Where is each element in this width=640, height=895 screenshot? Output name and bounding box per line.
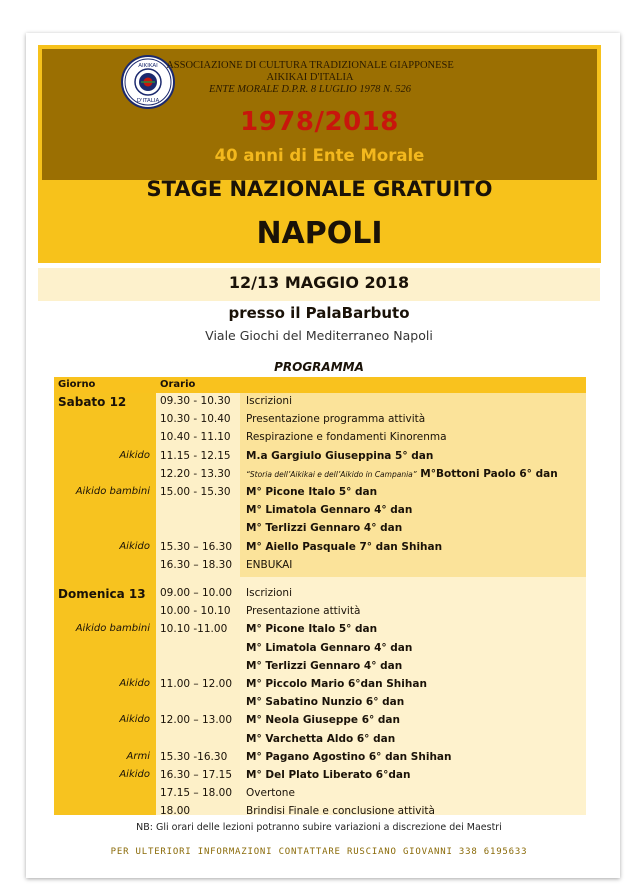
sun-row-tag: Armi [126,750,150,762]
sun-row-activity: M° Picone Italo 5° dan [246,623,378,636]
program-table [54,377,586,818]
header-giorno: Giorno [58,379,96,390]
association-block [160,60,460,96]
sun-row-activity: Iscrizioni [246,587,292,599]
sun-row-activity: Brindisi Finale e conclusione attività [246,805,435,818]
sun-row-time: 11.00 – 12.00 [160,678,233,690]
sun-row-activity: M° Piccolo Mario 6°dan Shihan [246,678,427,690]
anniversary-subtitle: 40 anni di Ente Morale [214,146,425,165]
sat-row-time: 15.30 – 16.30 [160,540,233,553]
sun-row-time: 16.30 – 17.15 [160,769,233,781]
sun-row-time: 09.00 – 10.00 [160,587,233,599]
stage-title: STAGE NAZIONALE GRATUITO [146,177,493,201]
sat-row-activity-note: “Storia dell’Aikikai e dell’Aikido in Campania” [246,469,417,479]
sat-row-activity: M° Aiello Pasquale 7° dan Shihan [246,540,443,553]
contact-info: PER ULTERIORI INFORMAZIONI CONTATTARE RUSCIANO GIOVANNI 338 6195633 [110,847,528,857]
header-orario: Orario [160,379,196,390]
years-title: 1978/2018 [240,107,399,137]
sat-row-time: 10.30 - 10.40 [160,413,231,426]
sat-row-activity: M° Picone Italo 5° dan [246,486,378,498]
sun-row-activity: M° Terlizzi Gennaro 4° dan [246,659,403,672]
day-saturday: Sabato 12 [58,395,127,409]
event-venue: presso il PalaBarbuto [228,304,410,322]
sun-row-time: 12.00 – 13.00 [160,714,233,727]
sat-row-tag: Aikido [119,449,150,461]
sun-row-activity: M° Del Plato Liberato 6°dan [246,769,411,781]
logo-text-top: AIKIKAI [138,63,158,69]
sat-row-activity: Presentazione programma attività [246,413,426,426]
sat-row-time: 11.15 - 12.15 [160,449,231,462]
sat-row-activity: Respirazione e fondamenti Kinorenma [246,431,447,444]
sun-row-activity: Presentazione attività [246,605,361,618]
sun-row-activity: M° Limatola Gennaro 4° dan [246,641,413,654]
sun-row-time: 15.30 -16.30 [160,750,228,763]
assoc-line-3: ENTE MORALE D.P.R. 8 LUGLIO 1978 N. 526 [209,84,411,95]
sat-row-time: 16.30 – 18.30 [160,558,233,571]
table-header-row [54,377,586,393]
event-date: 12/13 MAGGIO 2018 [228,273,410,292]
sun-row-tag: Aikido [119,769,150,780]
sat-row-time: 10.40 - 11.10 [160,431,231,444]
sat-row-activity: M° Terlizzi Gennaro 4° dan [246,522,403,535]
sun-row-time: 10.00 - 10.10 [160,605,231,618]
sun-row-tag: Aikido bambini [75,623,150,635]
sat-row-tag: Aikido [119,540,150,552]
sun-row-time: 18.00 [160,805,191,818]
sun-row-activity: M° Pagano Agostino 6° dan Shihan [246,750,452,763]
sat-row-time: 15.00 - 15.30 [160,486,231,498]
sun-row-tag: Aikido [119,678,150,689]
logo-text-bottom: D'ITALIA [136,98,160,104]
sun-row-activity: M° Varchetta Aldo 6° dan [246,732,396,745]
assoc-line-1: ASSOCIAZIONE DI CULTURA TRADIZIONALE GIAPPONESE [166,60,454,71]
sun-row-time: 10.10 -11.00 [160,623,228,636]
sat-row-activity: M° Limatola Gennaro 4° dan [246,504,413,517]
sat-row-tag: Aikido bambini [75,486,150,497]
program-title: PROGRAMMA [274,360,364,374]
schedule-note: NB: Gli orari delle lezioni potranno subire variazioni a discrezione dei Maestri [136,822,502,833]
sun-row-activity: M° Sabatino Nunzio 6° dan [246,696,405,709]
event-address: Viale Giochi del Mediterraneo Napoli [205,328,433,343]
city-title: NAPOLI [256,216,383,251]
sat-row-time: 09.30 - 10.30 [160,395,231,407]
sat-row-activity: Iscrizioni [246,395,292,407]
sat-row-activity: ENBUKAI [246,558,293,571]
sun-row-tag: Aikido [119,714,150,726]
sat-row-time: 12.20 - 13.30 [160,467,231,480]
sun-row-activity: Overtone [246,787,295,800]
sat-row-activity: “Storia dell’Aikikai e dell’Aikido in Campania” M°Bottoni Paolo 6° dan [246,467,558,480]
day-sunday: Domenica 13 [58,587,146,601]
sun-row-activity: M° Neola Giuseppe 6° dan [246,714,400,727]
sun-row-time: 17.15 – 18.00 [160,787,233,800]
assoc-line-2: AIKIKAI D'ITALIA [266,72,354,83]
sat-row-activity: M.a Gargiulo Giuseppina 5° dan [246,449,434,462]
